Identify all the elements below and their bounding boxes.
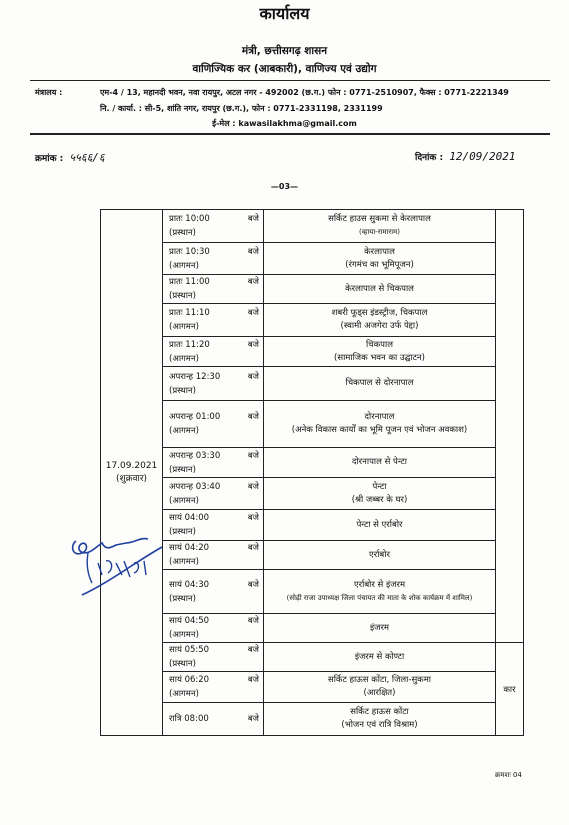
reference-date-label: दिनांक :: [415, 153, 444, 163]
address-line-2: नि. / कार्या. : सी-5, शांति नगर, रायपुर (छ.ग.), फोन : 0771-2331198, 2331199: [100, 104, 383, 113]
schedule-row: [101, 337, 524, 367]
reference-date: [415, 150, 515, 163]
schedule-row: [101, 243, 524, 275]
schedule-row: [101, 672, 524, 703]
time-status: (प्रस्थान): [169, 659, 196, 669]
schedule-date: 17.09.2021: [105, 461, 158, 471]
time-value: रात्रि 08:00: [169, 714, 209, 724]
place-name: एर्राबोर: [369, 549, 390, 560]
department-line: वाणिज्यिक कर (आबकारी), वाणिज्य एवं उद्योग: [192, 63, 377, 75]
schedule-row: [101, 210, 524, 243]
time-unit: बजे: [247, 579, 259, 590]
place-note: (सोढ़ी राजा उपाध्यक्ष जिला पंचायत की माता के शोक कार्यक्रम में शामिल): [286, 593, 473, 602]
place-note: (सामाजिक भवन का उद्घाटन): [334, 352, 425, 363]
place-name: केरलापाल से चिकपाल: [345, 283, 414, 294]
place-cell: [264, 304, 496, 337]
header-rule-bottom: [30, 133, 550, 135]
page-marker: —03—: [270, 182, 299, 191]
time-unit: बजे: [247, 277, 259, 287]
header-rule-top: [30, 80, 550, 81]
time-unit: बजे: [247, 481, 259, 492]
time-cell: [163, 570, 264, 614]
time-cell: [163, 672, 264, 703]
time-status: (प्रस्थान): [169, 291, 196, 301]
time-status: (प्रस्थान): [169, 228, 196, 238]
time-cell: [163, 510, 264, 541]
time-unit: बजे: [247, 339, 259, 350]
place-name: सर्किट हाउस सुकमा से केरलापाल: [328, 214, 431, 224]
time-cell: [163, 304, 264, 337]
time-cell: [163, 210, 264, 243]
place-name: शबरी फूड्स इंडस्ट्रीज, चिकपाल: [331, 308, 428, 318]
place-cell: [264, 570, 496, 614]
place-name: दोरनापाल: [364, 412, 395, 422]
time-value: अपरान्ह 01:00: [169, 412, 221, 422]
time-cell: [163, 275, 264, 304]
vehicle-cell: [496, 643, 524, 736]
schedule-row: [101, 703, 524, 736]
place-note: (व्हाया-रामाराम): [359, 228, 400, 236]
time-status: (आगमन): [169, 260, 199, 271]
schedule-row: [101, 401, 524, 448]
time-status: (प्रस्थान): [169, 385, 196, 396]
time-cell: [163, 478, 264, 510]
time-value: सायं 04:30: [169, 579, 210, 590]
place-cell: [264, 541, 496, 570]
time-status: (प्रस्थान): [169, 593, 196, 604]
time-value: सायं 04:20: [169, 543, 210, 553]
address-label: मंत्रालय :: [35, 88, 63, 97]
time-cell: [163, 448, 264, 478]
place-cell: [264, 510, 496, 541]
time-unit: बजे: [247, 616, 259, 626]
time-status: (आगमन): [169, 630, 199, 640]
schedule-row: [101, 367, 524, 401]
time-unit: बजे: [247, 450, 259, 461]
schedule-row: [101, 643, 524, 672]
time-value: सायं 05:50: [169, 645, 210, 655]
time-unit: बजे: [247, 412, 259, 422]
place-cell: [264, 401, 496, 448]
place-name: चिकपाल: [366, 339, 393, 350]
office-title: कार्यालय: [259, 4, 310, 23]
time-cell: [163, 614, 264, 643]
place-note: (स्वामी अजगेरा उर्फ पेद्दा): [340, 321, 419, 331]
place-name: इंजरम से कोण्टा: [354, 651, 405, 662]
time-value: सायं 04:00: [169, 513, 210, 523]
place-cell: [264, 478, 496, 510]
reference-date-value: 12/09/2021: [449, 150, 516, 163]
place-cell: [264, 448, 496, 478]
time-status: (आगमन): [169, 495, 199, 506]
time-cell: [163, 337, 264, 367]
place-note: (रंगमंच का भूमिपूजन): [345, 259, 414, 270]
schedule-row: [101, 275, 524, 304]
time-status: (आगमन): [169, 322, 199, 332]
place-note: (भोजन एवं रात्रि विश्राम): [341, 720, 418, 730]
time-value: अपरान्ह 12:30: [169, 371, 221, 382]
place-cell: [264, 643, 496, 672]
place-cell: [264, 337, 496, 367]
time-cell: [163, 367, 264, 401]
time-status: (प्रस्थान): [169, 527, 196, 537]
time-unit: बजे: [247, 675, 259, 685]
continued-marker: क्रमशः 04: [495, 771, 522, 779]
time-value: अपरान्ह 03:40: [169, 481, 221, 492]
place-name: पेन्टा: [372, 481, 387, 492]
time-status: (आगमन): [169, 426, 199, 436]
vehicle-label: कार: [503, 684, 516, 695]
time-value: सायं 04:50: [169, 616, 210, 626]
schedule-row: [101, 478, 524, 510]
time-cell: [163, 541, 264, 570]
place-cell: [264, 243, 496, 275]
time-value: प्रातः 11:10: [169, 308, 210, 318]
time-value: सायं 06:20: [169, 675, 210, 685]
address-line-1: एम-4 / 13, महानदी भवन, नवा रायपुर, अटल नगर - 492002 (छ.ग.) फोन : 0771-2510907, फैक्स : 0771-2221349: [100, 88, 509, 97]
time-unit: बजे: [247, 246, 259, 257]
place-note: (आरक्षित): [363, 688, 396, 698]
place-name: केरलापाल: [364, 246, 395, 257]
place-name: दोरनापाल से पेन्टा: [351, 457, 408, 467]
email-line: ई-मेल : kawasilakhma@gmail.com: [212, 119, 357, 128]
place-cell: [264, 210, 496, 243]
place-name: एर्राबोर से इंजरम: [353, 579, 406, 590]
place-name: सर्किट हाऊस कोंटा: [350, 707, 409, 717]
time-unit: बजे: [247, 714, 259, 724]
schedule-weekday: (शुक्रवार): [115, 474, 148, 484]
time-value: अपरान्ह 03:30: [169, 450, 221, 461]
place-cell: [264, 672, 496, 703]
place-note: (अनेक विकास कार्यों का भूमि पूजन एवं भोजन अवकाश): [291, 425, 468, 435]
reference-number: [35, 150, 105, 165]
time-unit: बजे: [247, 645, 259, 655]
time-unit: बजे: [247, 543, 259, 553]
place-name: इंजरम: [369, 622, 390, 633]
schedule-row: [101, 614, 524, 643]
schedule-date-cell: [101, 210, 163, 736]
time-status: (आगमन): [169, 353, 199, 364]
schedule-row: [101, 448, 524, 478]
time-value: प्रातः 10:30: [169, 246, 210, 257]
place-cell: [264, 275, 496, 304]
time-status: (प्रस्थान): [169, 464, 196, 475]
time-unit: बजे: [247, 371, 259, 382]
time-cell: [163, 703, 264, 736]
place-note: (श्री जब्बर के घर): [351, 494, 408, 505]
handwritten-signature: [68, 523, 168, 607]
place-cell: [264, 703, 496, 736]
time-value: प्रातः 11:00: [169, 277, 210, 287]
place-cell: [264, 367, 496, 401]
place-name: चिकपाल से दोरनापाल: [345, 378, 414, 388]
signature-graphic: [68, 523, 168, 603]
reference-number-value: ५५६६/६: [69, 151, 105, 164]
time-unit: बजे: [247, 513, 259, 523]
minister-line: मंत्री, छत्तीसगढ़ शासन: [241, 45, 328, 57]
time-value: प्रातः 11:20: [169, 339, 210, 350]
time-unit: बजे: [247, 214, 259, 224]
schedule-row: [101, 304, 524, 337]
schedule-table: [100, 209, 524, 736]
time-cell: [163, 401, 264, 448]
reference-number-label: क्रमांक :: [35, 154, 64, 164]
time-status: (आगमन): [169, 689, 199, 699]
time-cell: [163, 243, 264, 275]
place-name: पेन्टा से एर्राबोर: [356, 519, 403, 530]
time-cell: [163, 643, 264, 672]
time-value: प्रातः 10:00: [169, 214, 210, 224]
time-unit: बजे: [247, 308, 259, 318]
place-cell: [264, 614, 496, 643]
vehicle-cell-blank: [496, 210, 524, 643]
time-status: (आगमन): [169, 557, 199, 567]
place-name: सर्किट हाऊस कोंटा, जिला-सुकमा: [327, 675, 431, 685]
